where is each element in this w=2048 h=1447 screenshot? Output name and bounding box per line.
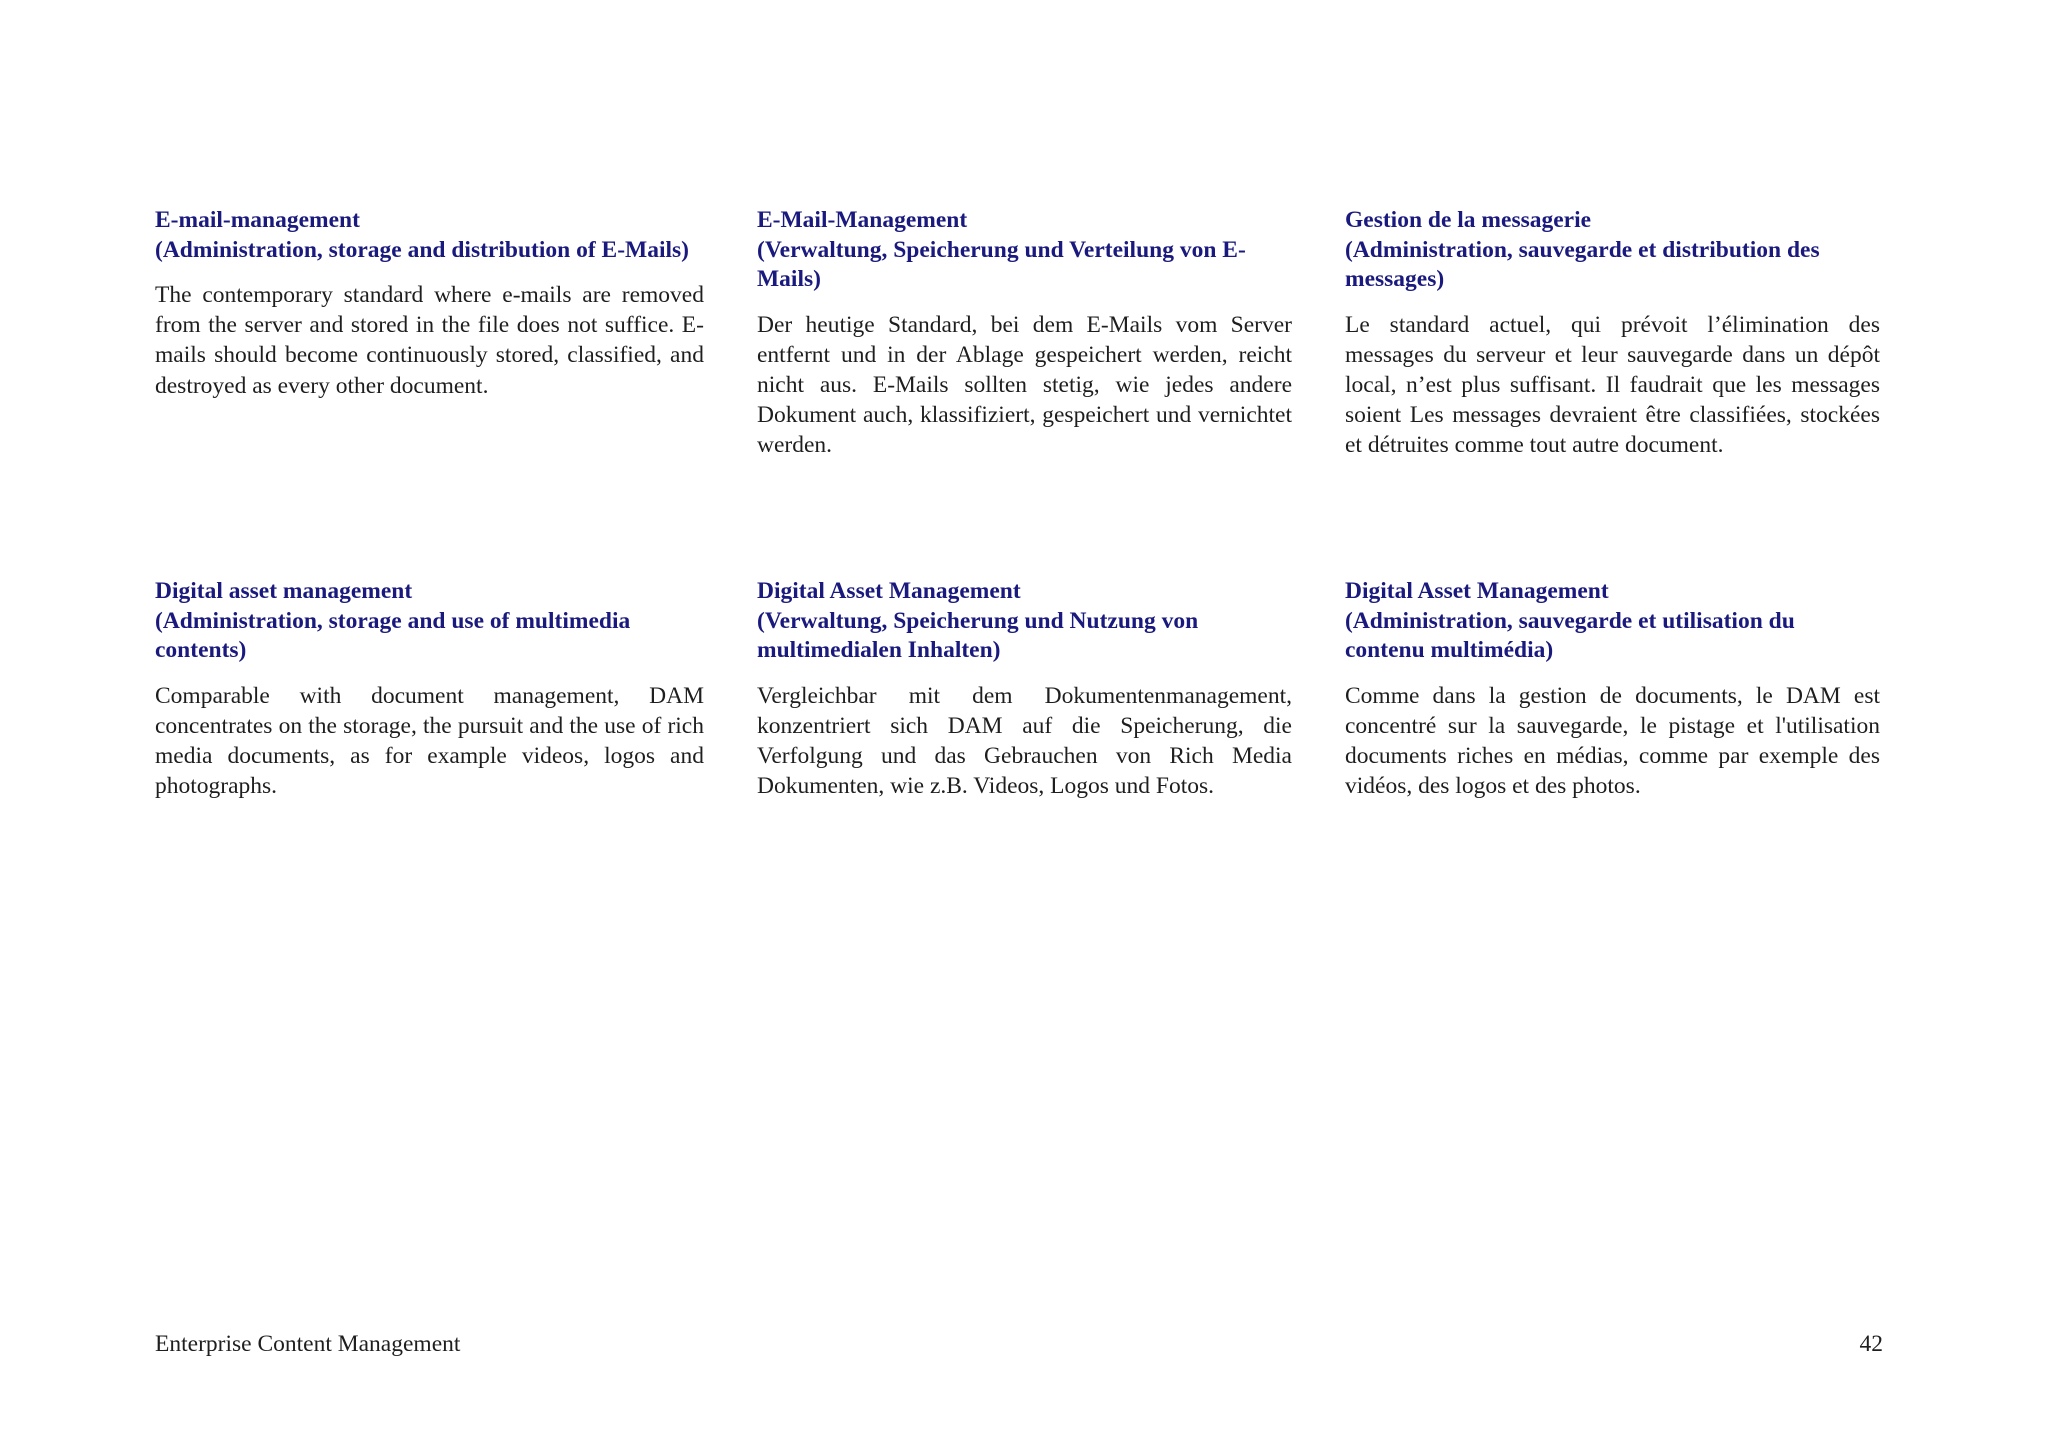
heading-german [757,577,1292,666]
paragraph-french: Le standard actuel, qui prévoit l’élimination des messages du serveur et leur sauvegarde dans un dépôt local, n’est plus suffisant. Il faudrait que les messages soient Les messages devraient être classifiées, stockées et détruites comme tout autre document. [1345,311,1880,459]
heading-english [155,206,704,265]
heading-title: E-Mail-Management [757,207,968,233]
paragraph-english: Comparable with document management, DAM concentrates on the storage, the pursuit and the use of rich media documents, as for example videos, logos and photographs. [155,682,704,800]
column-english [155,206,704,401]
heading-subtitle: (Verwaltung, Speicherung und Verteilung von E-Mails) [757,236,1246,292]
column-english [155,577,704,801]
column-german [757,206,1292,461]
heading-subtitle: (Verwaltung, Speicherung und Nutzung von multimedialen Inhalten) [757,607,1199,663]
page-number: 42 [1859,1331,1883,1357]
heading-title: Gestion de la messagerie [1345,207,1592,233]
heading-french [1345,577,1880,666]
heading-subtitle: (Administration, sauvegarde et utilisation du contenu multimédia) [1345,607,1795,663]
heading-german [757,206,1292,295]
column-german [757,577,1292,801]
heading-title: Digital asset management [155,578,413,604]
heading-french [1345,206,1880,295]
column-french [1345,577,1880,801]
heading-subtitle: (Administration, sauvegarde et distribution des messages) [1345,236,1820,292]
heading-title: Digital Asset Management [1345,578,1609,604]
heading-title: E-mail-management [155,207,360,233]
heading-english [155,577,704,666]
heading-title: Digital Asset Management [757,578,1021,604]
heading-subtitle: (Administration, storage and distribution of E-Mails) [155,236,689,263]
paragraph-german: Vergleichbar mit dem Dokumentenmanagement, konzentriert sich DAM auf die Speicherung, die Verfolgung und das Gebrauchen von Rich Media Dokumenten, wie z.B. Videos, Logos und Fotos. [757,682,1292,800]
paragraph-german: Der heutige Standard, bei dem E-Mails vom Server entfernt und in der Ablage gespeichert werden, reicht nicht aus. E-Mails sollten stetig, wie jedes andere Dokument auch, klassifiziert, gespeichert und vernichtet werden. [757,311,1292,459]
paragraph-english: The contemporary standard where e-mails are removed from the server and stored in the file does not suffice. E-mails should become continuously stored, classified, and destroyed as every other document. [155,282,704,399]
footer-document-title: Enterprise Content Management [155,1331,461,1357]
heading-subtitle: (Administration, storage and use of multimedia contents) [155,607,631,663]
paragraph-french: Comme dans la gestion de documents, le DAM est concentré sur la sauvegarde, le pistage et l'utilisation documents riches en médias, comme par exemple des vidéos, des logos et des photos. [1345,682,1880,800]
column-french [1345,206,1880,461]
